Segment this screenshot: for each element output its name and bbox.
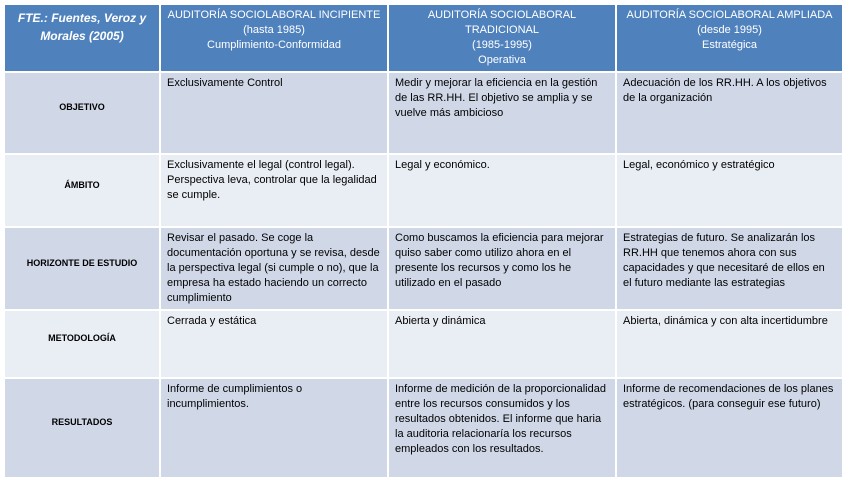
table-cell: Exclusivamente Control bbox=[160, 72, 388, 154]
column-type: Estratégica bbox=[701, 39, 758, 51]
row-label: METODOLOGÍA bbox=[4, 310, 160, 378]
table-cell: Exclusivamente el legal (control legal). Perspectiva leva, controlar que la legalidad se cumple. bbox=[160, 154, 388, 227]
comparison-table-container bbox=[3, 3, 842, 470]
source-citation: FTE.: Fuentes, Veroz y Morales (2005) bbox=[4, 4, 160, 72]
row-label: HORIZONTE DE ESTUDIO bbox=[4, 227, 160, 310]
table-cell: Informe de medición de la proporcionalidad entre los recursos consumidos y los resultados obtenidos. El informe que haria la auditoria relacionaría los recursos empleados con los resultados. bbox=[388, 378, 616, 478]
column-header-incipiente bbox=[160, 4, 388, 72]
column-header-ampliada bbox=[616, 4, 843, 72]
table-cell: Abierta y dinámica bbox=[388, 310, 616, 378]
table-cell: Como buscamos la eficiencia para mejorar quiso saber como utilizo ahora en el presente los recursos y como los he utilizado en el pasado bbox=[388, 227, 616, 310]
table-cell: Abierta, dinámica y con alta incertidumbre bbox=[616, 310, 843, 378]
table-row-resultados bbox=[4, 378, 843, 478]
row-label: RESULTADOS bbox=[4, 378, 160, 478]
table-row-metodologia bbox=[4, 310, 843, 378]
table-cell: Revisar el pasado. Se coge la documentación oportuna y se revisa, desde la perspectiva legal (si cumple o no), que la empresa ha estado haciendo un correcto cumplimiento bbox=[160, 227, 388, 310]
column-title: AUDITORÍA SOCIOLABORAL INCIPIENTE bbox=[167, 9, 381, 21]
column-title: AUDITORÍA SOCIOLABORAL TRADICIONAL bbox=[427, 9, 577, 36]
column-type: Operativa bbox=[478, 54, 526, 66]
table-header-row bbox=[4, 4, 843, 72]
table-cell: Informe de recomendaciones de los planes estratégicos. (para conseguir ese futuro) bbox=[616, 378, 843, 478]
table-row-ambito bbox=[4, 154, 843, 227]
row-label: OBJETIVO bbox=[4, 72, 160, 154]
column-title: AUDITORÍA SOCIOLABORAL AMPLIADA bbox=[626, 9, 833, 21]
table-cell: Cerrada y estática bbox=[160, 310, 388, 378]
column-period: (1985-1995) bbox=[472, 39, 532, 51]
table-cell: Adecuación de los RR.HH. A los objetivos de la organización bbox=[616, 72, 843, 154]
column-type: Cumplimiento-Conformidad bbox=[207, 39, 341, 51]
column-period: (desde 1995) bbox=[697, 24, 762, 36]
table-cell: Estrategias de futuro. Se analizarán los RR.HH que tenemos ahora con sus capacidades y que necesitaré de ellos en el futuro mediante las estrategias bbox=[616, 227, 843, 310]
table-cell: Legal, económico y estratégico bbox=[616, 154, 843, 227]
column-header-tradicional bbox=[388, 4, 616, 72]
table-cell: Medir y mejorar la eficiencia en la gestión de las RR.HH. El objetivo se amplia y se vuelve más ambicioso bbox=[388, 72, 616, 154]
table-row-horizonte bbox=[4, 227, 843, 310]
row-label: ÁMBITO bbox=[4, 154, 160, 227]
column-period: (hasta 1985) bbox=[243, 24, 305, 36]
table-cell: Informe de cumplimientos o incumplimientos. bbox=[160, 378, 388, 478]
table-row-objetivo bbox=[4, 72, 843, 154]
audit-comparison-table bbox=[3, 3, 844, 479]
table-cell: Legal y económico. bbox=[388, 154, 616, 227]
